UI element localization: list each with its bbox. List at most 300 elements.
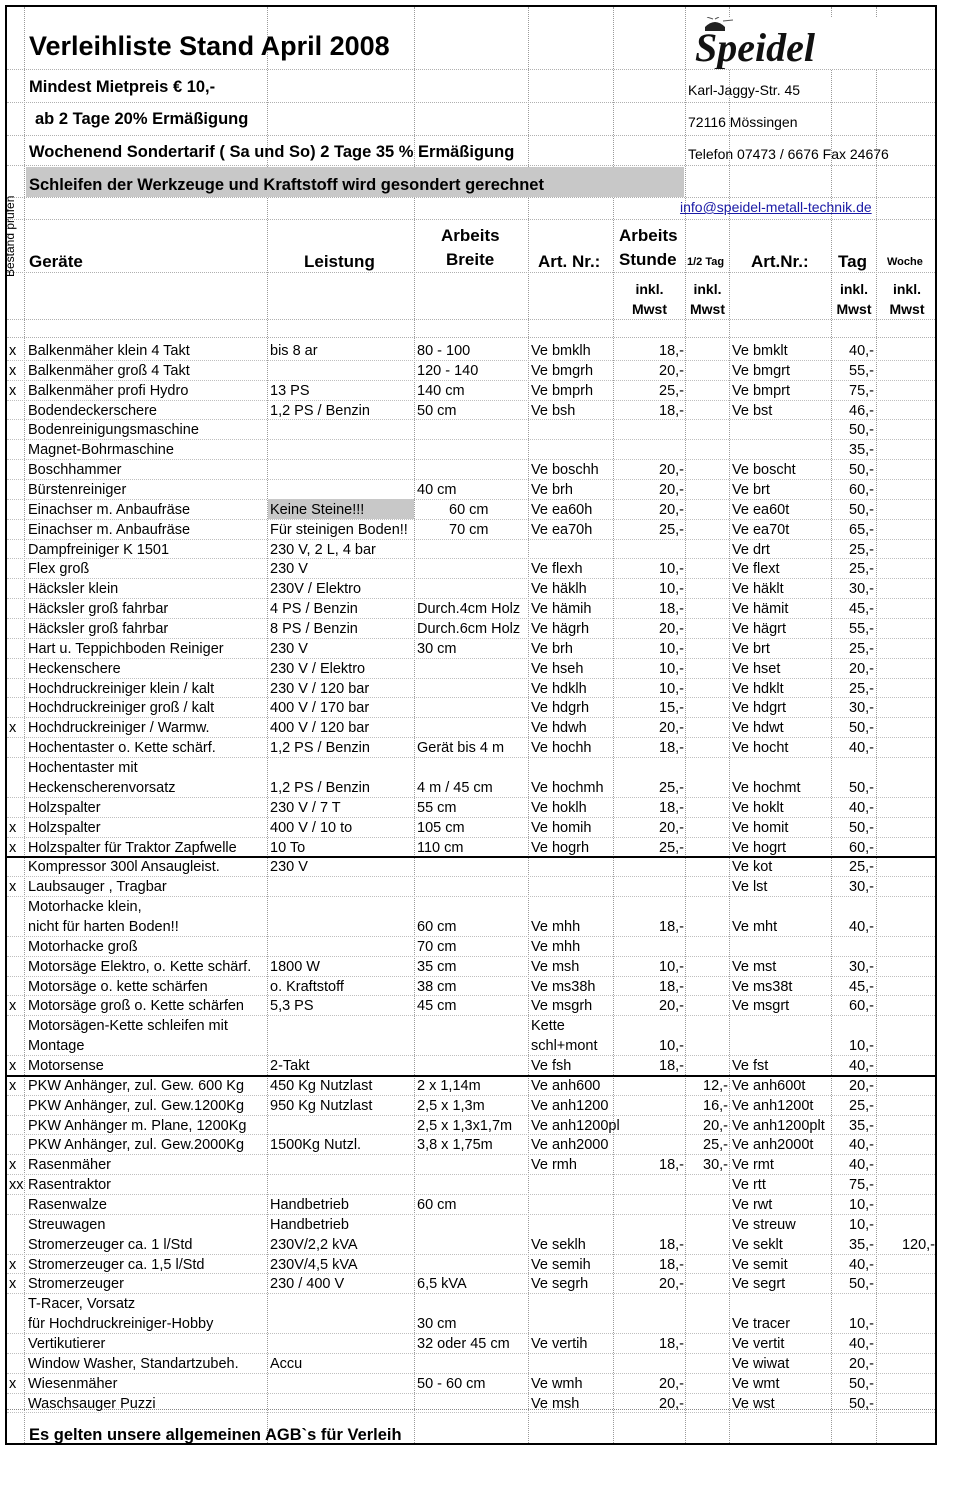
device-name: Heckenschere <box>28 660 121 677</box>
work-width: 105 cm <box>417 819 465 836</box>
work-width: 4 m / 45 cm <box>417 779 493 796</box>
article-no-day: Ve ms38t <box>732 978 793 995</box>
article-no-day: Ve hogrt <box>732 839 787 856</box>
price-day: 60,- <box>849 839 874 856</box>
device-name: Hochentaster o. Kette schärf. <box>28 740 216 757</box>
stock-mark: x <box>9 1375 17 1392</box>
article-no-hour: Ve seklh <box>531 1236 586 1253</box>
row-divider <box>7 598 935 599</box>
work-width: 60 cm <box>417 918 457 935</box>
row-divider <box>7 757 935 758</box>
device-power: 230 / 400 V <box>270 1276 345 1293</box>
article-no-day: Ve streuw <box>732 1216 796 1233</box>
row-divider <box>7 558 935 559</box>
price-day: 50,- <box>849 720 874 737</box>
row-divider <box>7 1412 935 1413</box>
price-hour: 10,- <box>659 640 684 657</box>
article-no-day: Ve ea70t <box>732 521 790 538</box>
device-name: Bürstenreiniger <box>28 482 127 499</box>
device-name: Holzspalter für Traktor Zapfwelle <box>28 839 237 856</box>
device-name: Stromerzeuger ca. 1 l/Std <box>28 1236 193 1253</box>
article-no-day: Ve drt <box>732 541 770 558</box>
row-divider <box>7 797 935 798</box>
sharpening-note: Schleifen der Werkzeuge und Kraftstoff wird gesondert gerechnet <box>29 176 544 194</box>
price-half-day: 30,- <box>703 1157 728 1174</box>
device-power: 10 To <box>270 839 306 856</box>
row-divider <box>7 1115 935 1116</box>
article-no-hour: Ve hdklh <box>531 680 587 697</box>
vat-label: inkl. Mwst <box>836 281 872 317</box>
device-name: Hochentaster mit <box>28 760 138 777</box>
col-header-halbtag: 1/2 Tag <box>687 256 725 268</box>
device-name: Stromerzeuger ca. 1,5 l/Std <box>28 1256 205 1273</box>
article-no-hour: Ve semih <box>531 1256 591 1273</box>
device-name: Häcksler groß fahrbar <box>28 601 169 618</box>
price-day: 35,- <box>849 442 874 459</box>
row-divider <box>7 419 935 420</box>
price-hour: 10,- <box>659 680 684 697</box>
article-no-hour: Ve msh <box>531 1395 580 1412</box>
row-divider <box>7 717 935 718</box>
stock-mark: x <box>9 1276 17 1293</box>
row-divider <box>7 1134 935 1135</box>
price-day: 50,- <box>849 501 874 518</box>
price-day: 10,- <box>849 1038 874 1055</box>
row-divider <box>7 876 935 877</box>
device-name: Boschhammer <box>28 462 122 479</box>
price-hour: 25,- <box>659 382 684 399</box>
device-name: Kompressor 300l Ansaugleist. <box>28 859 220 876</box>
speidel-logo <box>693 17 888 69</box>
article-no-day: Ve ea60t <box>732 501 790 518</box>
work-width: 70 cm <box>449 521 489 538</box>
device-name: Motorsense <box>28 1057 104 1074</box>
device-power: 4 PS / Benzin <box>270 601 358 618</box>
device-name: Häcksler klein <box>28 581 119 598</box>
article-no-day: Ve bmgrt <box>732 362 791 379</box>
col-divider <box>24 7 25 1443</box>
device-power: Für steinigen Boden!! <box>270 521 408 538</box>
device-name: Heckenscherenvorsatz <box>28 779 176 796</box>
work-width: 2 x 1,14m <box>417 1077 481 1094</box>
article-no-hour: Ve boschh <box>531 462 599 479</box>
device-power: Accu <box>270 1355 303 1372</box>
article-no-day: Ve bst <box>732 402 773 419</box>
row-divider <box>7 1333 935 1334</box>
price-day: 40,- <box>849 740 874 757</box>
price-day: 40,- <box>849 1157 874 1174</box>
row-divider <box>7 479 935 480</box>
row-divider <box>7 1075 935 1077</box>
device-name: PKW Anhänger, zul. Gew.1200Kg <box>28 1097 245 1114</box>
work-width: 32 oder 45 cm <box>417 1336 510 1352</box>
device-name: Motorsäge Elektro, o. Kette schärf. <box>28 958 252 975</box>
article-no-hour: Ve rmh <box>531 1157 577 1174</box>
device-name: Bodendeckerschere <box>28 402 157 419</box>
row-divider <box>7 519 935 520</box>
work-width: 60 cm <box>417 1196 457 1213</box>
price-day: 50,- <box>849 1395 874 1412</box>
col-divider <box>729 7 730 1443</box>
stock-mark: x <box>9 720 17 737</box>
device-power: 1,2 PS / Benzin <box>270 779 370 796</box>
stock-mark: xx <box>9 1177 24 1194</box>
price-list-sheet <box>5 5 937 1445</box>
article-no-day: Ve anh1200t <box>732 1097 814 1114</box>
work-width: 80 - 100 <box>417 343 471 359</box>
article-no-hour: Ve flexh <box>531 561 583 578</box>
article-no-hour: Ve ms38h <box>531 978 596 995</box>
article-no-hour: Ve anh600 <box>531 1077 601 1094</box>
work-width: 70 cm <box>417 938 457 955</box>
article-no-hour: Ve msh <box>531 958 580 975</box>
article-no-hour: schl+mont <box>531 1038 598 1055</box>
col-header-stunde-1: Arbeits <box>619 226 678 245</box>
price-day: 50,- <box>849 462 874 479</box>
device-power: 230 V <box>270 859 308 876</box>
stock-mark: x <box>9 1077 17 1094</box>
device-name: Wiesenmäher <box>28 1375 118 1392</box>
article-no-day: Ve wmt <box>732 1375 780 1392</box>
article-no-day: Ve hochmt <box>732 779 801 796</box>
article-no-day: Ve boscht <box>732 462 796 479</box>
article-no-day: Ve lst <box>732 879 768 896</box>
device-name: Motorsäge groß o. Kette schärfen <box>28 998 244 1015</box>
work-width: 35 cm <box>417 958 457 975</box>
article-no-hour: Ve brh <box>531 482 573 499</box>
work-width: Durch.4cm Holz <box>417 601 521 618</box>
price-hour: 15,- <box>659 700 684 717</box>
row-divider <box>7 1393 935 1394</box>
row-divider <box>7 539 935 540</box>
device-name: Bodenreinigungsmaschine <box>28 422 199 439</box>
article-no-hour: Ve vertih <box>531 1336 588 1352</box>
device-name: Hochdruckreiniger / Warmw. <box>28 720 210 737</box>
price-day: 40,- <box>849 1137 874 1154</box>
article-no-hour: Ve segrh <box>531 1276 589 1293</box>
price-day: 50,- <box>849 1375 874 1392</box>
row-divider <box>7 678 935 679</box>
price-day: 10,- <box>849 1196 874 1213</box>
article-no-day: Ve hdgrt <box>732 700 787 717</box>
device-name: Hochdruckreiniger klein / kalt <box>28 680 215 697</box>
article-no-day: Ve kot <box>732 859 773 876</box>
work-width: 2,5 x 1,3m <box>417 1097 485 1114</box>
device-power: 1,2 PS / Benzin <box>270 402 370 419</box>
work-width: 50 cm <box>417 402 457 419</box>
price-day: 60,- <box>849 482 874 499</box>
device-name: Rasenwalze <box>28 1196 107 1213</box>
price-hour: 20,- <box>659 362 684 379</box>
article-no-hour: Ve häklh <box>531 581 587 598</box>
article-no-hour: Ve msgrh <box>531 998 593 1015</box>
device-name: Balkenmäher klein 4 Takt <box>28 343 190 359</box>
work-width: 50 - 60 cm <box>417 1375 486 1392</box>
device-power: 230 V <box>270 640 308 657</box>
article-no-day: Ve bmklt <box>732 343 788 359</box>
price-hour: 18,- <box>659 799 684 816</box>
device-name: Hochdruckreiniger groß / kalt <box>28 700 215 717</box>
price-hour: 10,- <box>659 1038 684 1055</box>
col-divider <box>685 7 686 1443</box>
article-no-day: Ve hdwt <box>732 720 784 737</box>
price-hour: 18,- <box>659 601 684 618</box>
device-power: 230V/4,5 kVA <box>270 1256 358 1273</box>
article-no-hour: Ve hämih <box>531 601 592 618</box>
device-name: Holzspalter <box>28 819 101 836</box>
device-name: Motorsäge o. kette schärfen <box>28 978 208 995</box>
price-hour: 20,- <box>659 819 684 836</box>
device-name: Balkenmäher groß 4 Takt <box>28 362 190 379</box>
price-day: 25,- <box>849 859 874 876</box>
article-no-hour: Ve ea70h <box>531 521 593 538</box>
device-power: 230 V <box>270 561 308 578</box>
price-hour: 25,- <box>659 521 684 538</box>
device-power: 450 Kg Nutzlast <box>270 1077 373 1094</box>
row-divider <box>7 817 935 818</box>
device-name: Dampfreiniger K 1501 <box>28 541 170 558</box>
price-hour: 18,- <box>659 918 684 935</box>
device-name: Montage <box>28 1038 85 1055</box>
article-no-day: Ve anh2000t <box>732 1137 814 1154</box>
stock-mark: x <box>9 382 17 399</box>
article-no-hour: Ve homih <box>531 819 592 836</box>
device-name: Häcksler groß fahrbar <box>28 621 169 638</box>
price-hour: 20,- <box>659 1395 684 1412</box>
stock-mark: x <box>9 998 17 1015</box>
article-no-hour: Ve anh1200 <box>531 1097 609 1114</box>
device-power: 400 V / 120 bar <box>270 720 370 737</box>
row-divider <box>7 856 935 858</box>
row-divider <box>7 995 935 996</box>
device-power: 230 V / Elektro <box>270 660 366 677</box>
device-name: für Hochdruckreiniger-Hobby <box>28 1316 214 1333</box>
price-hour: 20,- <box>659 1276 684 1293</box>
article-no-day: Ve semit <box>732 1256 788 1273</box>
price-hour: 10,- <box>659 581 684 598</box>
price-day: 45,- <box>849 978 874 995</box>
article-no-day: Ve homit <box>732 819 789 836</box>
price-day: 50,- <box>849 779 874 796</box>
device-name: Einachser m. Anbaufräse <box>28 501 191 518</box>
logo-text: Speidel <box>695 25 815 69</box>
article-no-day: Ve seklt <box>732 1236 783 1253</box>
work-width: 140 cm <box>417 382 465 399</box>
price-day: 45,- <box>849 601 874 618</box>
price-hour: 18,- <box>659 978 684 995</box>
col-divider <box>528 7 529 1443</box>
row-divider <box>7 1254 935 1255</box>
row-divider <box>7 638 935 639</box>
stock-mark: x <box>9 819 17 836</box>
article-no-hour: Ve ea60h <box>531 501 593 518</box>
article-no-day: Ve wst <box>732 1395 775 1412</box>
weekend-rate: Wochenend Sondertarif ( Sa und So) 2 Tage 35 % Ermäßigung <box>29 143 515 161</box>
device-power: 2-Takt <box>270 1057 310 1074</box>
col-header-leistung: Leistung <box>304 252 375 271</box>
row-divider <box>7 1273 935 1274</box>
device-name: Laubsauger , Tragbar <box>28 879 167 896</box>
price-day: 30,- <box>849 700 874 717</box>
row-divider <box>7 956 935 957</box>
article-no-day: Ve fst <box>732 1057 769 1074</box>
price-day: 30,- <box>849 879 874 896</box>
article-no-day: Ve rmt <box>732 1157 774 1174</box>
article-no-day: Ve msgrt <box>732 998 790 1015</box>
price-hour: 18,- <box>659 1157 684 1174</box>
article-no-day: Ve anh1200plt <box>732 1117 825 1134</box>
col-header-artnr: Art. Nr.: <box>538 252 601 271</box>
row-divider <box>7 499 935 500</box>
work-width: 6,5 kVA <box>417 1276 467 1293</box>
price-hour: 18,- <box>659 1336 684 1352</box>
price-hour: 18,- <box>659 740 684 757</box>
price-week: 120,- <box>901 1236 935 1253</box>
stock-mark: x <box>9 1157 17 1174</box>
device-name: Streuwagen <box>28 1216 106 1233</box>
price-hour: 10,- <box>659 660 684 677</box>
device-power: Handbetrieb <box>270 1216 349 1233</box>
price-hour: 18,- <box>659 402 684 419</box>
price-hour: 20,- <box>659 621 684 638</box>
article-no-hour: Ve hochmh <box>531 779 604 796</box>
price-day: 35,- <box>849 1236 874 1253</box>
device-power: 400 V / 10 to <box>270 819 353 836</box>
article-no-day: Ve mst <box>732 958 777 975</box>
device-power: Keine Steine!!! <box>270 501 365 518</box>
row-divider <box>7 360 935 361</box>
article-no-day: Ve häklt <box>732 581 784 598</box>
row-divider <box>7 459 935 460</box>
stock-mark: x <box>9 879 17 896</box>
device-power: 5,3 PS <box>270 998 314 1015</box>
price-day: 35,- <box>849 1117 874 1134</box>
price-day: 25,- <box>849 561 874 578</box>
col-header-geraete: Geräte <box>29 252 83 271</box>
work-width: 55 cm <box>417 799 457 816</box>
col-header-artnr2: Art.Nr.: <box>751 252 809 271</box>
work-width: 3,8 x 1,75m <box>417 1137 493 1154</box>
page-title: Verleihliste Stand April 2008 <box>29 31 390 61</box>
price-day: 60,- <box>849 998 874 1015</box>
vat-label: inkl. Mwst <box>889 281 925 317</box>
col-header-tag: Tag <box>838 252 867 271</box>
row-divider <box>7 1293 935 1294</box>
price-hour: 25,- <box>659 779 684 796</box>
price-day: 30,- <box>849 581 874 598</box>
device-power: 1500Kg Nutzl. <box>270 1137 362 1154</box>
article-no-hour: Ve anh1200pl <box>531 1117 620 1134</box>
price-hour: 10,- <box>659 958 684 975</box>
row-divider <box>7 1154 935 1155</box>
col-divider <box>876 7 877 1443</box>
price-day: 20,- <box>849 1077 874 1094</box>
article-no-day: Ve flext <box>732 561 780 578</box>
row-divider <box>7 1015 935 1016</box>
min-price: Mindest Mietpreis € 10,- <box>29 78 216 96</box>
device-name: Balkenmäher profi Hydro <box>28 382 189 399</box>
device-power: 950 Kg Nutzlast <box>270 1097 373 1114</box>
col-divider <box>267 7 268 1443</box>
article-no-hour: Ve bmprh <box>531 382 594 399</box>
row-divider <box>7 618 935 619</box>
price-day: 40,- <box>849 799 874 816</box>
device-name: Rasentraktor <box>28 1177 112 1194</box>
article-no-day: Ve bmprt <box>732 382 791 399</box>
work-width: Gerät bis 4 m <box>417 740 505 757</box>
price-hour: 18,- <box>659 1256 684 1273</box>
price-half-day: 16,- <box>703 1097 728 1114</box>
vat-label: inkl. Mwst <box>632 281 667 317</box>
row-divider <box>7 896 935 897</box>
price-day: 50,- <box>849 1276 874 1293</box>
device-name: Motorhacke groß <box>28 938 138 955</box>
article-no-hour: Ve bmklh <box>531 343 591 359</box>
price-hour: 20,- <box>659 501 684 518</box>
stock-mark: x <box>9 1256 17 1273</box>
article-no-hour: Ve brh <box>531 640 573 657</box>
article-no-hour: Ve bsh <box>531 402 576 419</box>
article-no-hour: Ve fsh <box>531 1057 572 1074</box>
work-width: 40 cm <box>417 482 457 499</box>
price-hour: 18,- <box>659 1057 684 1074</box>
price-day: 75,- <box>849 382 874 399</box>
device-name: Flex groß <box>28 561 90 578</box>
row-divider <box>7 697 935 698</box>
row-divider <box>7 400 935 401</box>
price-hour: 20,- <box>659 1375 684 1392</box>
device-name: T-Racer, Vorsatz <box>28 1296 136 1313</box>
device-name: Window Washer, Standartzubeh. <box>28 1355 239 1372</box>
price-day: 55,- <box>849 621 874 638</box>
work-width: Durch.6cm Holz <box>417 621 521 638</box>
price-hour: 25,- <box>659 839 684 856</box>
device-power: bis 8 ar <box>270 343 318 359</box>
price-hour: 20,- <box>659 462 684 479</box>
price-day: 25,- <box>849 1097 874 1114</box>
device-name: Rasenmäher <box>28 1157 112 1174</box>
price-day: 20,- <box>849 1355 874 1372</box>
row-divider <box>7 976 935 977</box>
price-day: 75,- <box>849 1177 874 1194</box>
price-hour: 18,- <box>659 1236 684 1253</box>
article-no-day: Ve brt <box>732 640 770 657</box>
price-hour: 18,- <box>659 343 684 359</box>
stock-mark: x <box>9 362 17 379</box>
footer-note: Es gelten unsere allgemeinen AGB`s für Verleih <box>29 1426 402 1444</box>
price-day: 10,- <box>849 1316 874 1333</box>
col-header-woche: Woche <box>887 256 923 268</box>
company-email-link[interactable]: info@speidel-metall-technik.de <box>680 199 872 215</box>
stock-mark: x <box>9 343 17 359</box>
device-power: 8 PS / Benzin <box>270 621 358 638</box>
device-power: 230 V, 2 L, 4 bar <box>270 541 376 558</box>
article-no-day: Ve mht <box>732 918 778 935</box>
price-day: 50,- <box>849 422 874 439</box>
row-divider <box>7 1214 935 1215</box>
article-no-day: Ve brt <box>732 482 770 499</box>
row-divider <box>7 1353 935 1354</box>
price-day: 25,- <box>849 680 874 697</box>
col-header-breite-1: Arbeits <box>441 226 500 245</box>
device-name: Einachser m. Anbaufräse <box>28 521 191 538</box>
stock-mark: x <box>9 839 17 856</box>
device-power: 400 V / 170 bar <box>270 700 370 717</box>
price-day: 65,- <box>849 521 874 538</box>
price-day: 20,- <box>849 660 874 677</box>
device-name: PKW Anhänger, zul. Gew. 600 Kg <box>28 1077 245 1094</box>
article-no-hour: Ve anh2000 <box>531 1137 609 1154</box>
